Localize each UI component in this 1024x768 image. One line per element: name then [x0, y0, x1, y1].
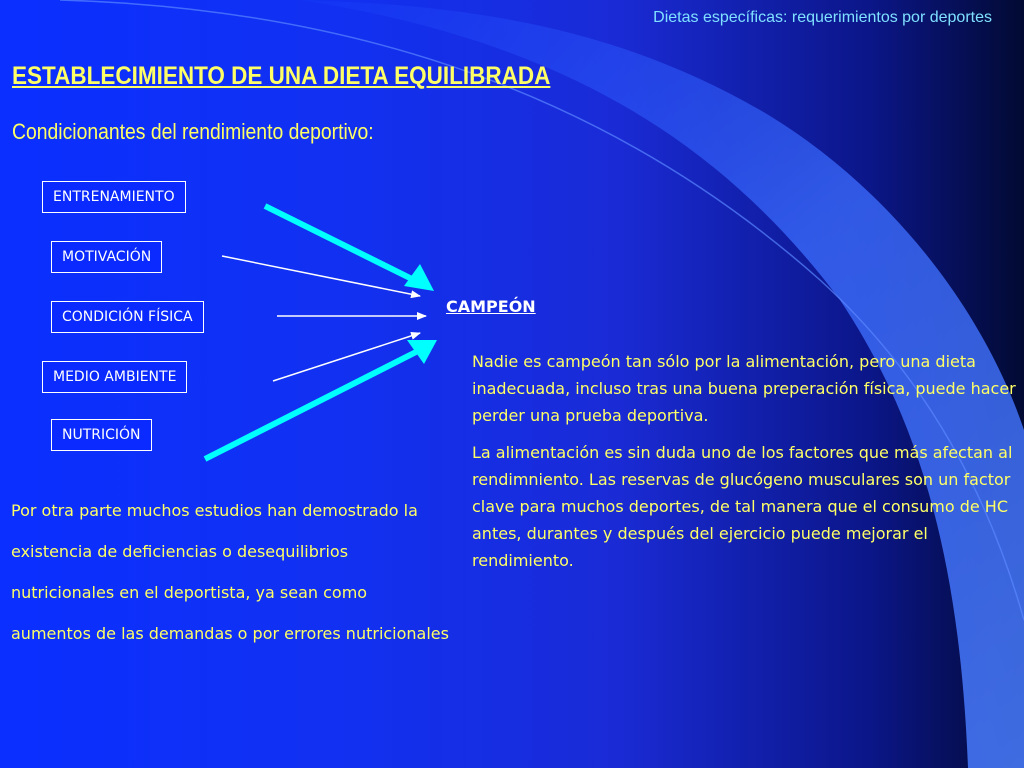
right-paragraph-2: La alimentación es sin duda uno de los factores que más afectan al rendimniento. Las reservas de glucógeno musculares son un factor clave para muchos deportes, de tal manera que el consumo de HC antes, durantes y después del ejercicio puede mejorar el rendimiento.	[472, 443, 1013, 570]
factor-box-entrenamiento: ENTRENAMIENTO	[42, 181, 186, 213]
factor-box-nutricion: NUTRICIÓN	[51, 419, 152, 451]
left-paragraph: Por otra parte muchos estudios han demostrado la existencia de deficiencias o desequilibrios nutricionales en el deportista, ya sean como aumentos de las demandas o por errores nutricionales	[11, 501, 449, 643]
factor-box-motivacion: MOTIVACIÓN	[51, 241, 162, 273]
campeon-label: CAMPEÓN	[446, 297, 536, 316]
right-text-block	[472, 348, 1017, 574]
page-title: ESTABLECIMIENTO DE UNA DIETA EQUILIBRADA	[12, 62, 551, 90]
right-paragraph-1: Nadie es campeón tan sólo por la alimentación, pero una dieta inadecuada, incluso tras una buena preperación física, puede hacer perder una prueba deportiva.	[472, 352, 1016, 425]
arrow-thin-motivacion	[222, 256, 420, 296]
factor-box-medio-ambiente: MEDIO AMBIENTE	[42, 361, 187, 393]
slide-header: Dietas específicas: requerimientos por deportes	[653, 9, 992, 26]
page-subtitle: Condicionantes del rendimiento deportivo:	[12, 119, 374, 144]
factor-box-condicion-fisica: CONDICIÓN FÍSICA	[51, 301, 204, 333]
arrow-thick-top	[265, 206, 412, 279]
arrow-thin-ambiente	[273, 333, 420, 381]
